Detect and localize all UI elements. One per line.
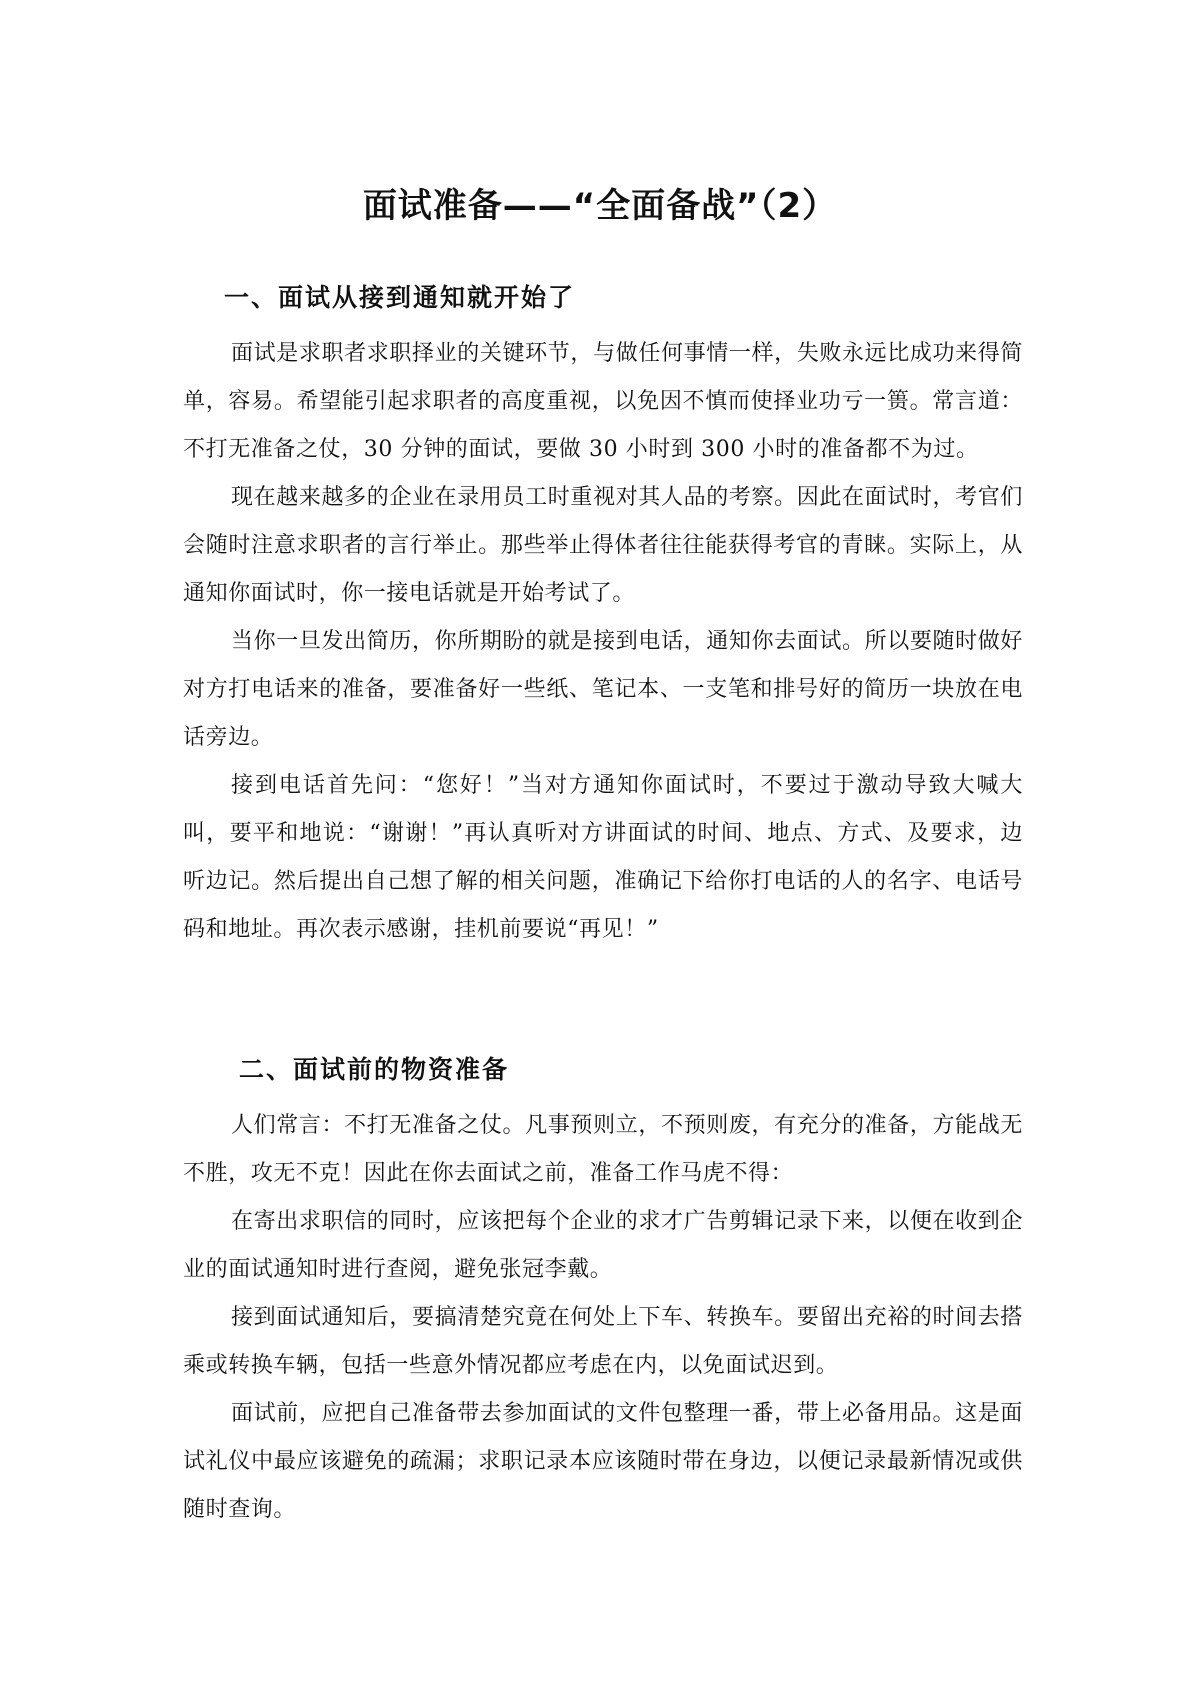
- paragraph: 面试前，应把自己准备带去参加面试的文件包整理一番，带上必备用品。这是面试礼仪中最应该避免的疏漏；求职记录本应该随时带在身边，以便记录最新情况或供随时查询。: [183, 1401, 1023, 1522]
- document-title: 面试准备——“全面备战”（2）: [362, 186, 838, 226]
- paragraph: 在寄出求职信的同时，应该把每个企业的求才广告剪辑记录下来，以便在收到企业的面试通知时进行查阅，避免张冠李戴。: [183, 1209, 1023, 1282]
- section-material-preparation: [183, 1050, 1023, 1534]
- section-heading: 一、面试从接到通知就开始了: [224, 283, 576, 312]
- section-heading: 二、面试前的物资准备: [239, 1055, 510, 1084]
- paragraph: 现在越来越多的企业在录用员工时重视对其人品的考察。因此在面试时，考官们会随时注意求职者的言行举止。那些举止得体者往往能获得考官的青睐。实际上，从通知你面试时，你一接电话就是开始考试了。: [183, 485, 1023, 606]
- paragraph: 面试是求职者求职择业的关键环节，与做任何事情一样，失败永远比成功来得简单，容易。希望能引起求职者的高度重视，以免因不慎而使择业功亏一篑。常言道：不打无准备之仗，30 分钟的面试，要做 30 小时到 300 小时的准备都不为过。: [183, 341, 1023, 462]
- paragraph: 当你一旦发出简历，你所期盼的就是接到电话，通知你去面试。所以要随时做好对方打电话来的准备，要准备好一些纸、笔记本、一支笔和排号好的简历一块放在电话旁边。: [183, 629, 1023, 750]
- paragraph: 人们常言：不打无准备之仗。凡事预则立，不预则废，有充分的准备，方能战无不胜，攻无不克！因此在你去面试之前，准备工作马虎不得：: [183, 1113, 1023, 1186]
- paragraph: 接到电话首先问：“您好！”当对方通知你面试时，不要过于激动导致大喊大叫，要平和地说：“谢谢！”再认真听对方讲面试的时间、地点、方式、及要求，边 听边记。然后提出自己想了解的相关问题，准确记下给你打电话的人的名字、电话号码和地址。再次表示感谢，挂机前要说“再见！”: [183, 773, 1023, 942]
- paragraph: 接到面试通知后，要搞清楚究竟在何处上下车、转换车。要留出充裕的时间去搭乘或转换车辆，包括一些意外情况都应考虑在内，以免面试迟到。: [183, 1305, 1023, 1378]
- section-interview-notice: [183, 278, 1023, 954]
